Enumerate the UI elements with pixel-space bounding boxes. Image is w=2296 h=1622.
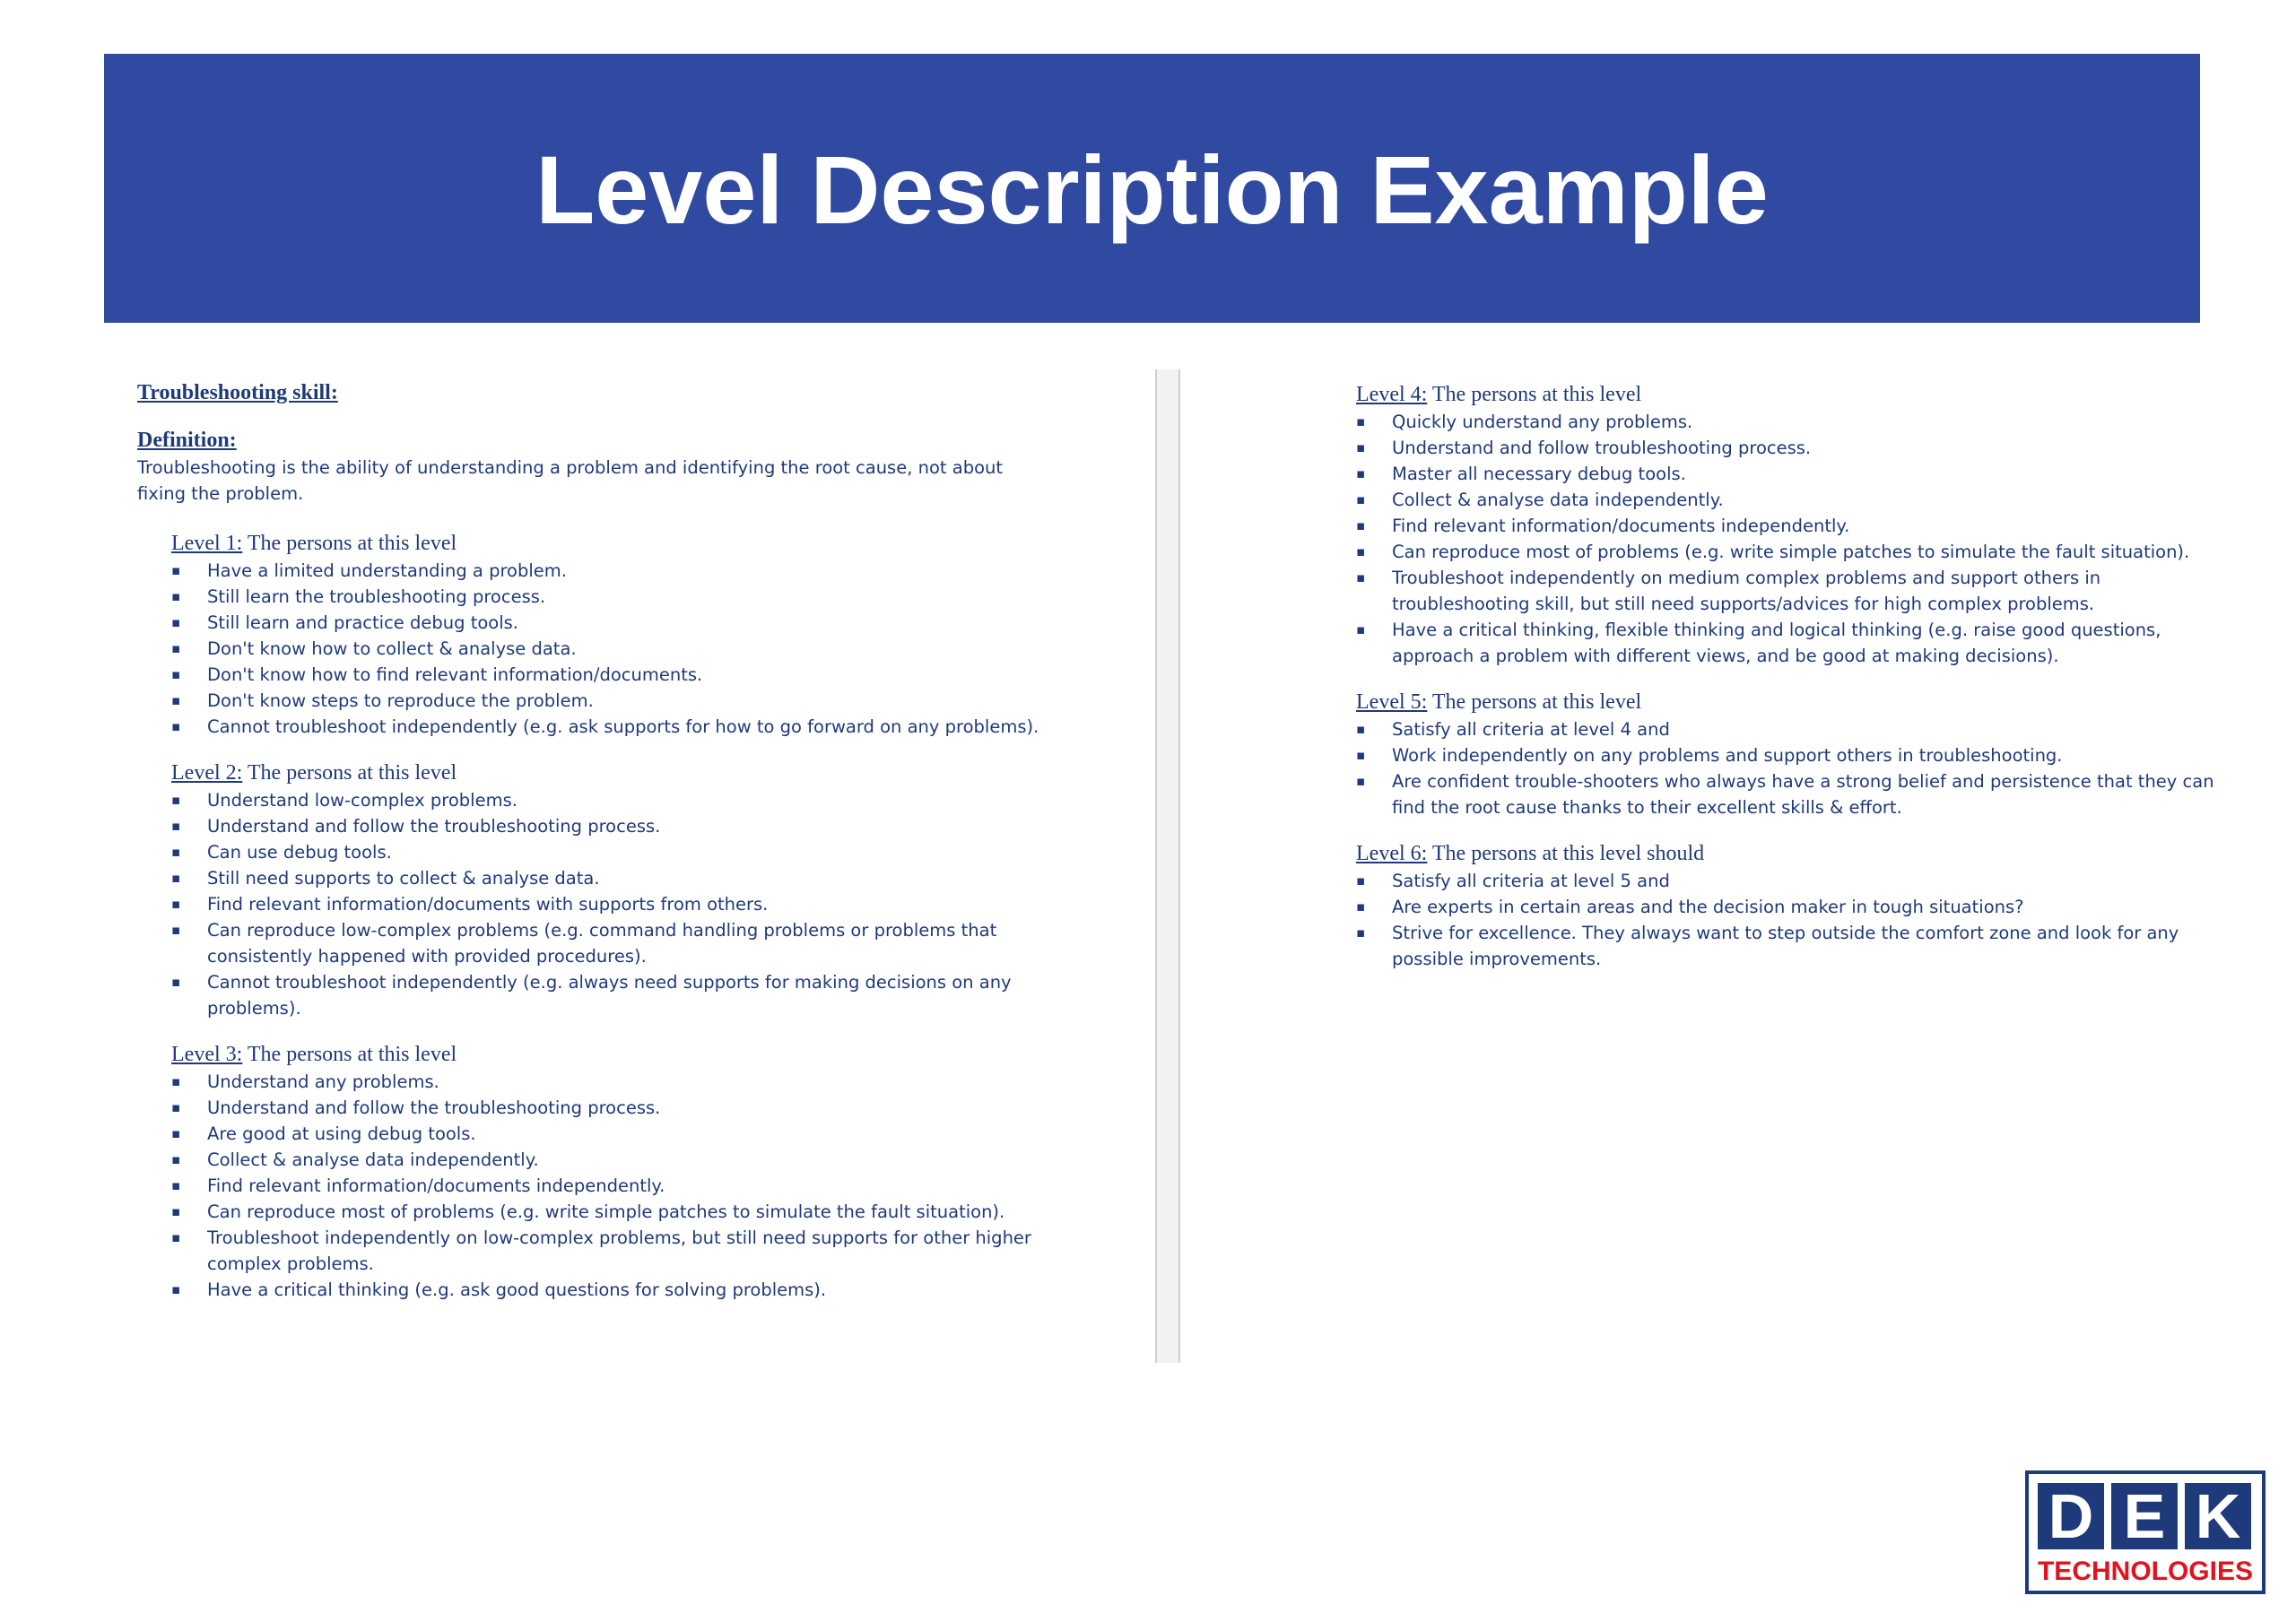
list-item-text: Don't know steps to reproduce the problem. bbox=[207, 690, 594, 711]
level-block-1 bbox=[171, 530, 1039, 740]
list-item-text: Don't know how to collect & analyse data. bbox=[207, 638, 577, 659]
bullet-icon: ▪ bbox=[1356, 465, 1366, 481]
bullet-icon: ▪ bbox=[171, 562, 181, 578]
level-name: Level 5: bbox=[1356, 690, 1428, 714]
bullet-icon: ▪ bbox=[171, 974, 181, 990]
level-heading bbox=[1356, 381, 2217, 409]
definition-text: Troubleshooting is the ability of understanding a problem and identifying the root cause, not about fixing the problem. bbox=[137, 457, 1004, 504]
level-list bbox=[1356, 868, 2217, 972]
list-item bbox=[1356, 920, 2217, 972]
bullet-icon: ▪ bbox=[1356, 491, 1366, 507]
list-item-text: Have a critical thinking, flexible thinking and logical thinking (e.g. raise good questions, approach a problem with different views, and be good at making decisions). bbox=[1392, 620, 2161, 666]
list-item-text: Still learn and practice debug tools. bbox=[207, 612, 518, 633]
bullet-icon: ▪ bbox=[171, 1281, 181, 1297]
list-item-text: Master all necessary debug tools. bbox=[1392, 464, 1686, 484]
bullet-icon: ▪ bbox=[1356, 439, 1366, 455]
bullet-icon: ▪ bbox=[171, 818, 181, 834]
list-item bbox=[1356, 768, 2217, 820]
list-item bbox=[171, 917, 1068, 969]
list-item-text: Have a critical thinking (e.g. ask good questions for solving problems). bbox=[207, 1279, 827, 1300]
bullet-icon: ▪ bbox=[1356, 773, 1366, 789]
list-item bbox=[1356, 461, 2217, 487]
level-list bbox=[171, 1069, 1034, 1303]
list-item bbox=[171, 891, 1068, 917]
level-heading-text: The persons at this level bbox=[242, 1043, 457, 1066]
list-item-text: Find relevant information/documents with supports from others. bbox=[207, 894, 769, 915]
level-heading-text: The persons at this level bbox=[1427, 383, 1642, 406]
bullet-icon: ▪ bbox=[1356, 898, 1366, 915]
list-item bbox=[171, 969, 1068, 1021]
left-column bbox=[137, 381, 1039, 1323]
list-item-text: Can use debug tools. bbox=[207, 842, 392, 863]
list-item bbox=[171, 1095, 1068, 1121]
list-item bbox=[1356, 868, 2217, 894]
level-heading bbox=[1356, 840, 2217, 868]
level-block-6 bbox=[1356, 840, 2217, 972]
list-item bbox=[1356, 565, 2217, 617]
level-name: Level 1: bbox=[171, 532, 243, 555]
list-item-text: Troubleshoot independently on medium complex problems and support others in troubleshooting skill, but still need supports/advices for high complex problems. bbox=[1392, 568, 2101, 614]
list-item bbox=[171, 813, 1068, 839]
page-title: Level Description Example bbox=[535, 134, 1769, 244]
list-item-text: Understand low-complex problems. bbox=[207, 790, 517, 811]
list-item-text: Are confident trouble-shooters who always have a strong belief and persistence that they can find the root cause thanks to their excellent skills & effort. bbox=[1392, 771, 2214, 818]
list-item bbox=[1356, 617, 2217, 669]
bullet-icon: ▪ bbox=[171, 1125, 181, 1141]
list-item bbox=[171, 1199, 1068, 1225]
bullet-icon: ▪ bbox=[171, 1073, 181, 1089]
list-item bbox=[171, 1121, 1068, 1147]
list-item bbox=[171, 1277, 1068, 1303]
level-name: Level 2: bbox=[171, 761, 243, 785]
definition-heading: Definition: bbox=[137, 429, 237, 452]
level-block-2 bbox=[171, 759, 1034, 1021]
level-heading-text: The persons at this level bbox=[242, 532, 457, 555]
list-item-text: Collect & analyse data independently. bbox=[207, 1149, 539, 1170]
list-item bbox=[171, 714, 1068, 740]
list-item-text: Troubleshoot independently on low-complex problems, but still need supports for other higher complex problems. bbox=[207, 1227, 1031, 1274]
list-item bbox=[1356, 742, 2217, 768]
list-item bbox=[1356, 716, 2217, 742]
bullet-icon: ▪ bbox=[171, 896, 181, 912]
right-levels bbox=[1356, 381, 2217, 972]
list-item bbox=[1356, 435, 2217, 461]
level-heading bbox=[1356, 689, 2217, 716]
level-name: Level 3: bbox=[171, 1043, 243, 1066]
logo-subtitle: TECHNOLOGIES bbox=[2037, 1557, 2253, 1586]
bullet-icon: ▪ bbox=[171, 666, 181, 682]
level-heading bbox=[171, 759, 1034, 787]
list-item bbox=[171, 839, 1068, 865]
list-item-text: Are good at using debug tools. bbox=[207, 1123, 476, 1144]
bullet-icon: ▪ bbox=[1356, 924, 1366, 941]
list-item bbox=[1356, 409, 2217, 435]
list-item-text: Satisfy all criteria at level 4 and bbox=[1392, 719, 1670, 740]
level-block-3 bbox=[171, 1041, 1034, 1303]
title-banner bbox=[104, 54, 2200, 323]
list-item-text: Understand and follow the troubleshooting process. bbox=[207, 816, 661, 837]
list-item-text: Can reproduce low-complex problems (e.g. command handling problems or problems that consistently happened with provided procedures). bbox=[207, 920, 997, 967]
list-item-text: Have a limited understanding a problem. bbox=[207, 560, 567, 581]
level-heading-text: The persons at this level bbox=[242, 761, 457, 785]
bullet-icon: ▪ bbox=[171, 1099, 181, 1115]
list-item-text: Collect & analyse data independently. bbox=[1392, 490, 1724, 510]
list-item-text: Are experts in certain areas and the decision maker in tough situations? bbox=[1392, 897, 2024, 917]
bullet-icon: ▪ bbox=[1356, 543, 1366, 559]
logo-letters bbox=[2038, 1483, 2251, 1549]
level-heading bbox=[171, 530, 1034, 558]
list-item bbox=[171, 610, 1068, 636]
level-heading-text: The persons at this level bbox=[1427, 690, 1642, 714]
list-item bbox=[171, 1069, 1068, 1095]
list-item-text: Still learn the troubleshooting process. bbox=[207, 586, 546, 607]
level-name: Level 6: bbox=[1356, 842, 1428, 865]
list-item bbox=[171, 688, 1068, 714]
skill-heading: Troubleshooting skill: bbox=[137, 381, 338, 404]
list-item-text: Strive for excellence. They always want to step outside the comfort zone and look for any possible improvements. bbox=[1392, 923, 2179, 969]
bullet-icon: ▪ bbox=[1356, 621, 1366, 638]
list-item bbox=[1356, 894, 2217, 920]
bullet-icon: ▪ bbox=[171, 844, 181, 860]
bullet-icon: ▪ bbox=[1356, 721, 1366, 737]
logo-letter-e: E bbox=[2111, 1483, 2178, 1549]
bullet-icon: ▪ bbox=[171, 1177, 181, 1193]
list-item-text: Cannot troubleshoot independently (e.g. always need supports for making decisions on any problems). bbox=[207, 972, 1012, 1019]
bullet-icon: ▪ bbox=[171, 870, 181, 886]
bullet-icon: ▪ bbox=[171, 588, 181, 604]
logo-letter-d: D bbox=[2038, 1483, 2104, 1549]
bullet-icon: ▪ bbox=[1356, 747, 1366, 763]
list-item-text: Still need supports to collect & analyse data. bbox=[207, 868, 600, 889]
left-levels bbox=[137, 530, 1039, 1303]
list-item-text: Don't know how to find relevant information/documents. bbox=[207, 664, 703, 685]
list-item-text: Understand and follow troubleshooting process. bbox=[1392, 438, 1812, 458]
level-list bbox=[1356, 716, 2217, 820]
list-item bbox=[171, 865, 1068, 891]
right-column bbox=[1356, 381, 2217, 992]
bullet-icon: ▪ bbox=[171, 692, 181, 708]
bullet-icon: ▪ bbox=[1356, 413, 1366, 429]
bullet-icon: ▪ bbox=[171, 792, 181, 808]
bullet-icon: ▪ bbox=[171, 1203, 181, 1219]
list-item-text: Understand and follow the troubleshooting process. bbox=[207, 1097, 661, 1118]
list-item-text: Understand any problems. bbox=[207, 1071, 439, 1092]
level-heading bbox=[171, 1041, 1034, 1069]
column-divider bbox=[1155, 369, 1180, 1363]
level-block-4 bbox=[1356, 381, 2217, 669]
bullet-icon: ▪ bbox=[171, 718, 181, 734]
list-item bbox=[171, 584, 1068, 610]
list-item bbox=[171, 1225, 1068, 1277]
level-list bbox=[1356, 409, 2217, 669]
list-item-text: Can reproduce most of problems (e.g. write simple patches to simulate the fault situation). bbox=[1392, 542, 2190, 562]
list-item-text: Work independently on any problems and support others in troubleshooting. bbox=[1392, 745, 2063, 766]
level-block-5 bbox=[1356, 689, 2217, 820]
level-heading-text: The persons at this level should bbox=[1427, 842, 1705, 865]
bullet-icon: ▪ bbox=[171, 1229, 181, 1245]
list-item bbox=[1356, 539, 2217, 565]
list-item bbox=[171, 662, 1068, 688]
list-item bbox=[171, 636, 1068, 662]
list-item-text: Find relevant information/documents independently. bbox=[1392, 516, 1850, 536]
list-item-text: Quickly understand any problems. bbox=[1392, 412, 1693, 432]
bullet-icon: ▪ bbox=[171, 640, 181, 656]
list-item-text: Can reproduce most of problems (e.g. write simple patches to simulate the fault situation). bbox=[207, 1201, 1005, 1222]
bullet-icon: ▪ bbox=[1356, 517, 1366, 533]
list-item-text: Satisfy all criteria at level 5 and bbox=[1392, 871, 1670, 891]
bullet-icon: ▪ bbox=[1356, 872, 1366, 889]
level-list bbox=[171, 787, 1034, 1021]
dek-logo bbox=[2025, 1470, 2266, 1594]
bullet-icon: ▪ bbox=[171, 1151, 181, 1167]
list-item bbox=[171, 1173, 1068, 1199]
list-item-text: Find relevant information/documents independently. bbox=[207, 1175, 665, 1196]
logo-letter-k: K bbox=[2185, 1483, 2251, 1549]
list-item bbox=[1356, 513, 2217, 539]
list-item bbox=[171, 1147, 1068, 1173]
list-item-text: Cannot troubleshoot independently (e.g. ask supports for how to go forward on any problems). bbox=[207, 716, 1039, 737]
bullet-icon: ▪ bbox=[1356, 569, 1366, 585]
bullet-icon: ▪ bbox=[171, 922, 181, 938]
list-item bbox=[171, 558, 1068, 584]
level-list bbox=[171, 558, 1039, 740]
list-item bbox=[1356, 487, 2217, 513]
bullet-icon: ▪ bbox=[171, 614, 181, 630]
list-item bbox=[171, 787, 1068, 813]
level-name: Level 4: bbox=[1356, 383, 1428, 406]
